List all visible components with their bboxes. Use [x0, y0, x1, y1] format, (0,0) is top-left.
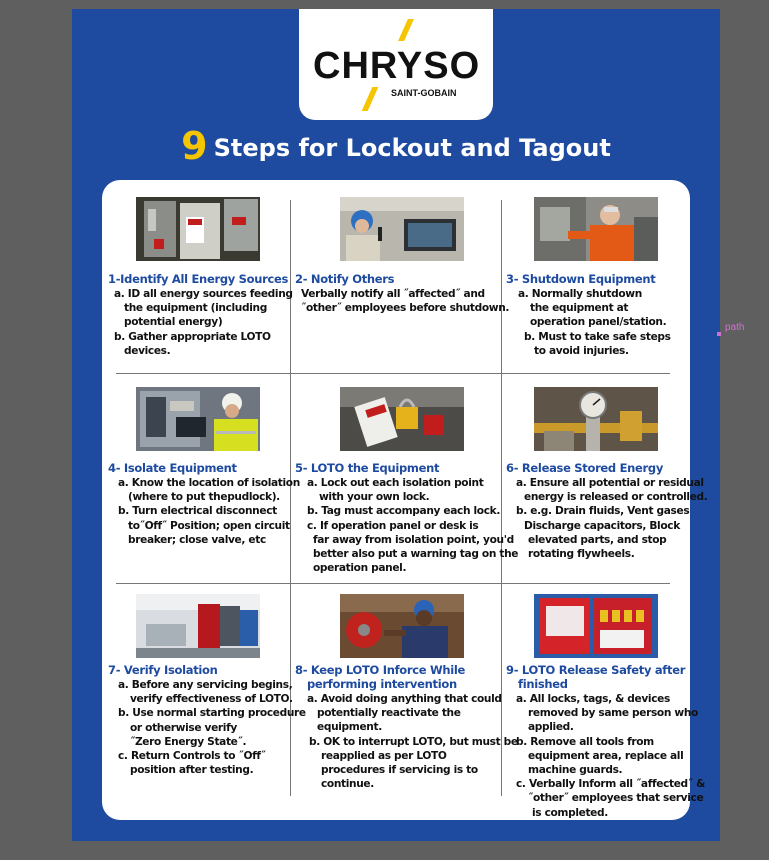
operator-panel-photo [534, 197, 658, 261]
logo-slash-top [398, 19, 414, 41]
path-overlay-label: path [725, 322, 745, 333]
worker-radio-photo [340, 197, 464, 261]
title-number: 9 [181, 124, 208, 168]
step-title: 3- Shutdown Equipment [506, 272, 656, 286]
step-body: a. ID all energy sources feeding the equipment (including potential energy) b. Gather appropriate LOTO devices. [114, 288, 293, 357]
step-body: a. Avoid doing anything that could potentially reactivate the equipment. b. OK to interrupt LOTO, but must be reapplied as per LOTO procedures if servicing is to continue. [307, 693, 518, 791]
step-title: 1-Identify All Energy Sources [108, 272, 289, 286]
pressure-gauge-photo [534, 387, 658, 451]
step-title: 5- LOTO the Equipment [295, 461, 440, 475]
lock-tag-photo [340, 387, 464, 451]
title-text: Steps for Lockout and Tagout [213, 134, 611, 162]
factory-floor-photo [136, 594, 260, 658]
step-title: 9- LOTO Release Safety after finished [506, 663, 686, 691]
logo-wordmark: CHRYSO [313, 45, 481, 87]
page-title [72, 124, 720, 168]
logo-subtitle: SAINT-GOBAIN [391, 88, 457, 98]
logo-slash-bottom [362, 87, 379, 111]
electrical-panel-photo [136, 197, 260, 261]
isolation-cabinet-photo [136, 387, 260, 451]
step-title: 2- Notify Others [295, 272, 395, 286]
logo [299, 9, 493, 120]
step-title: 7- Verify Isolation [108, 663, 218, 677]
worker-valve-photo [340, 594, 464, 658]
lockout-station-photo [534, 594, 658, 658]
step-body: a. Before any servicing begins, verify effectiveness of LOTO. b. Use normal starting procedure or otherwise verify ˝Zero Energy State˝. c. Return Controls to ˝Off˝ position after testing. [118, 679, 306, 777]
step-title: 8- Keep LOTO Inforce While performing intervention [295, 663, 466, 691]
grid-divider [116, 373, 670, 374]
poster [72, 9, 720, 841]
step-title: 4- Isolate Equipment [108, 461, 237, 475]
path-anchor-handle[interactable] [717, 332, 721, 336]
step-body: a. Normally shutdown the equipment at operation panel/station. b. Must to take safe steps to avoid injuries. [518, 288, 671, 357]
step-body: a. Lock out each isolation point with your own lock. b. Tag must accompany each lock. c. If operation panel or desk is far away from isolation point, you'd better also put a warning tag on the operation panel. [307, 477, 519, 575]
steps-card [102, 180, 708, 820]
step-body: a. All locks, tags, & devices removed by same person who applied. b. Remove all tools from equipment area, replace all machine guards. c. Verbally Inform all ˝affected˝ & ˝other˝ employees that service is completed. [516, 693, 705, 819]
step-body: a. Know the location of isolation (where to put thepudlock). b. Turn electrical disconnect to˝Off˝ Position; open circuit breaker; close valve, etc [118, 477, 300, 546]
step-title: 6- Release Stored Energy [506, 461, 664, 475]
step-body: Verbally notify all ˝affected˝ and ˝other˝ employees before shutdown. [301, 288, 510, 315]
step-body: a. Ensure all potential or residual energy is released or controlled. b. e.g. Drain fluids, Vent gases Discharge capacitors, Block elevated parts, and stop rotating flywheels. [516, 477, 708, 561]
grid-divider [116, 583, 670, 584]
